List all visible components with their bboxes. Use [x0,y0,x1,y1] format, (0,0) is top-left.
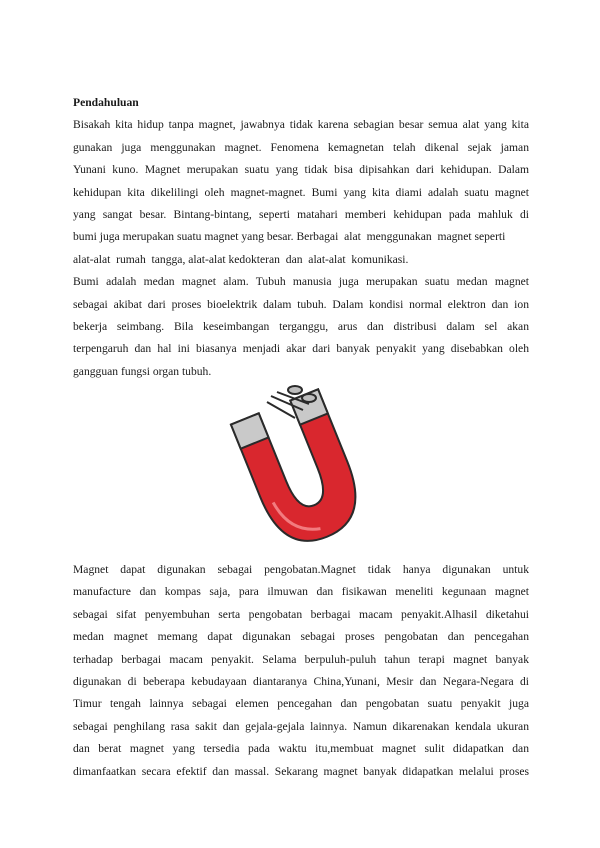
paragraph-line: medan magnet memang dapat digunakan sebagai proses pengobatan dan pencegahan [73,630,529,644]
paragraph-line: gangguan fungsi organ tubuh. [73,364,212,378]
paragraph-line: dimanfaatkan secara efektif dan massal. Sekarang magnet banyak didapatkan melalui proses [73,764,529,778]
paragraph-line: Yunani kuno. Magnet merupakan suatu yang tidak bisa dipisahkan dari kehidupan. Dalam [73,163,529,177]
paragraph-line: Bisakah kita hidup tanpa magnet, jawabnya tidak karena sebagian besar semua alat yang kita [73,118,529,132]
paragraph-line: sebagai akibat dari proses bioelektrik dalam tubuh. Dalam kondisi normal elektron dan ion [73,297,529,311]
paragraph-line: gunakan juga menggunakan magnet. Fenomena kemagnetan telah dikenal sejak jaman [73,140,529,154]
body-section [73,559,529,783]
paragraph-line: kehidupan kita dikelilingi oleh magnet-magnet. Bumi yang kita diami adalah suatu magnet [73,185,529,199]
horseshoe-magnet-with-nails-icon [225,380,375,560]
paragraph-line: Timur tengah lainnya sebagai elemen pencegahan dan pengobatan suatu penyakit juga [73,697,529,711]
paragraph-line: terpengaruh dan hal ini biasanya menjadi akar dari banyak penyakit yang disebabkan oleh [73,342,529,356]
paragraph-line: digunakan di beberapa kebudayaan diantaranya China,Yunani, Mesir dan Negara-Negara di [73,674,529,688]
paragraph-line: bekerja seimbang. Bila keseimbangan terganggu, arus dan distribusi dalam sel akan [73,319,529,333]
paragraph-line: sebagai sifat penyembuhan serta pengobatan berbagai macam penyakit.Alhasil diketahui [73,607,529,621]
paragraph-line: dan berat magnet yang tersedia pada waktu itu,membuat magnet sulit didapatkan dan [73,742,529,756]
paragraph-line: yang sangat besar. Bintang-bintang, seperti matahari memberi kehidupan pada mahluk di [73,207,529,221]
paragraph-line: Bumi adalah medan magnet alam. Tubuh manusia juga merupakan suatu medan magnet [73,275,529,289]
paragraph-line: terhadap berbagai macam penyakit. Selama berpuluh-puluh tahun terapi magnet banyak [73,652,529,666]
magnet-illustration [225,380,375,560]
paragraph-line: manufacture dan kompas saja, para ilmuwan dan fisikawan meneliti kegunaan magnet [73,585,529,599]
paragraph-line: Magnet dapat digunakan sebagai pengobatan.Magnet tidak hanya digunakan untuk [73,563,529,576]
section-heading: Pendahuluan [73,96,139,109]
paragraph-line: alat-alat rumah tangga, alat-alat kedokteran dan alat-alat komunikasi. [73,252,409,266]
intro-section [73,92,529,383]
paragraph-line: bumi juga merupakan suatu magnet yang besar. Berbagai alat menggunakan magnet seperti [73,230,506,244]
paragraph-line: sebagai penghilang rasa sakit dan gejala-gejala lainnya. Namun dikarenakan kendala ukuran [73,719,529,733]
